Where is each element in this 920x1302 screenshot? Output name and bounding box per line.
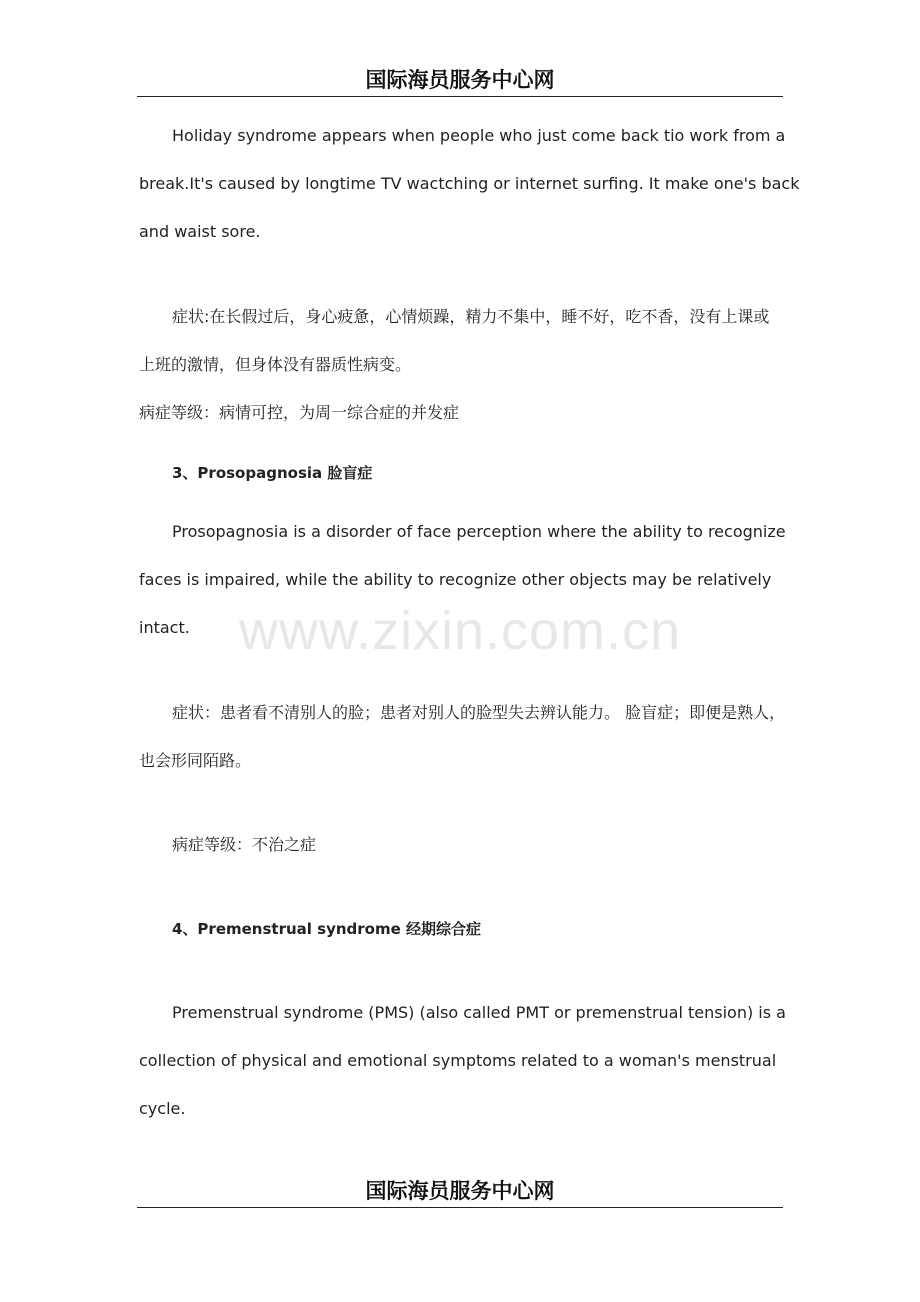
section-4-heading: 4、Premenstrual syndrome 经期综合症: [172, 920, 481, 938]
watermark: www.zixin.com.cn: [238, 601, 682, 661]
holiday-paragraph-line-2: break.It's caused by longtime TV wactching or internet surfing. It make one's back: [139, 174, 800, 193]
holiday-level: 病症等级：病情可控，为周一综合症的并发症: [139, 403, 460, 422]
prosopagnosia-paragraph-line-3: intact.: [139, 618, 190, 637]
holiday-paragraph-line-1: Holiday syndrome appears when people who just come back tio work from a: [172, 126, 786, 145]
prosopagnosia-symptom-line-2: 也会形同陌路。: [139, 751, 252, 770]
prosopagnosia-paragraph-line-2: faces is impaired, while the ability to recognize other objects may be relatively: [139, 570, 772, 589]
pms-paragraph-line-1: Premenstrual syndrome (PMS) (also called PMT or premenstrual tension) is a: [172, 1003, 786, 1022]
pms-paragraph-line-2: collection of physical and emotional symptoms related to a woman's menstrual: [139, 1051, 777, 1070]
holiday-symptom-line-1: 症状:在长假过后，身心疲惫，心情烦躁，精力不集中，睡不好，吃不香，没有上课或: [172, 307, 770, 326]
page-footer: 国际海员服务中心网: [137, 1177, 783, 1208]
prosopagnosia-level: 病症等级：不治之症: [172, 835, 317, 854]
page-header: 国际海员服务中心网: [137, 66, 783, 97]
prosopagnosia-symptom-line-1: 症状：患者看不清别人的脸；患者对别人的脸型失去辨认能力。 脸盲症；即便是熟人，: [172, 703, 786, 722]
holiday-symptom-line-2: 上班的激情，但身体没有器质性病变。: [139, 355, 412, 374]
pms-paragraph-line-3: cycle.: [139, 1099, 186, 1118]
section-3-heading: 3、Prosopagnosia 脸盲症: [172, 464, 373, 482]
holiday-paragraph-line-3: and waist sore.: [139, 222, 261, 241]
prosopagnosia-paragraph-line-1: Prosopagnosia is a disorder of face perception where the ability to recognize: [172, 522, 786, 541]
